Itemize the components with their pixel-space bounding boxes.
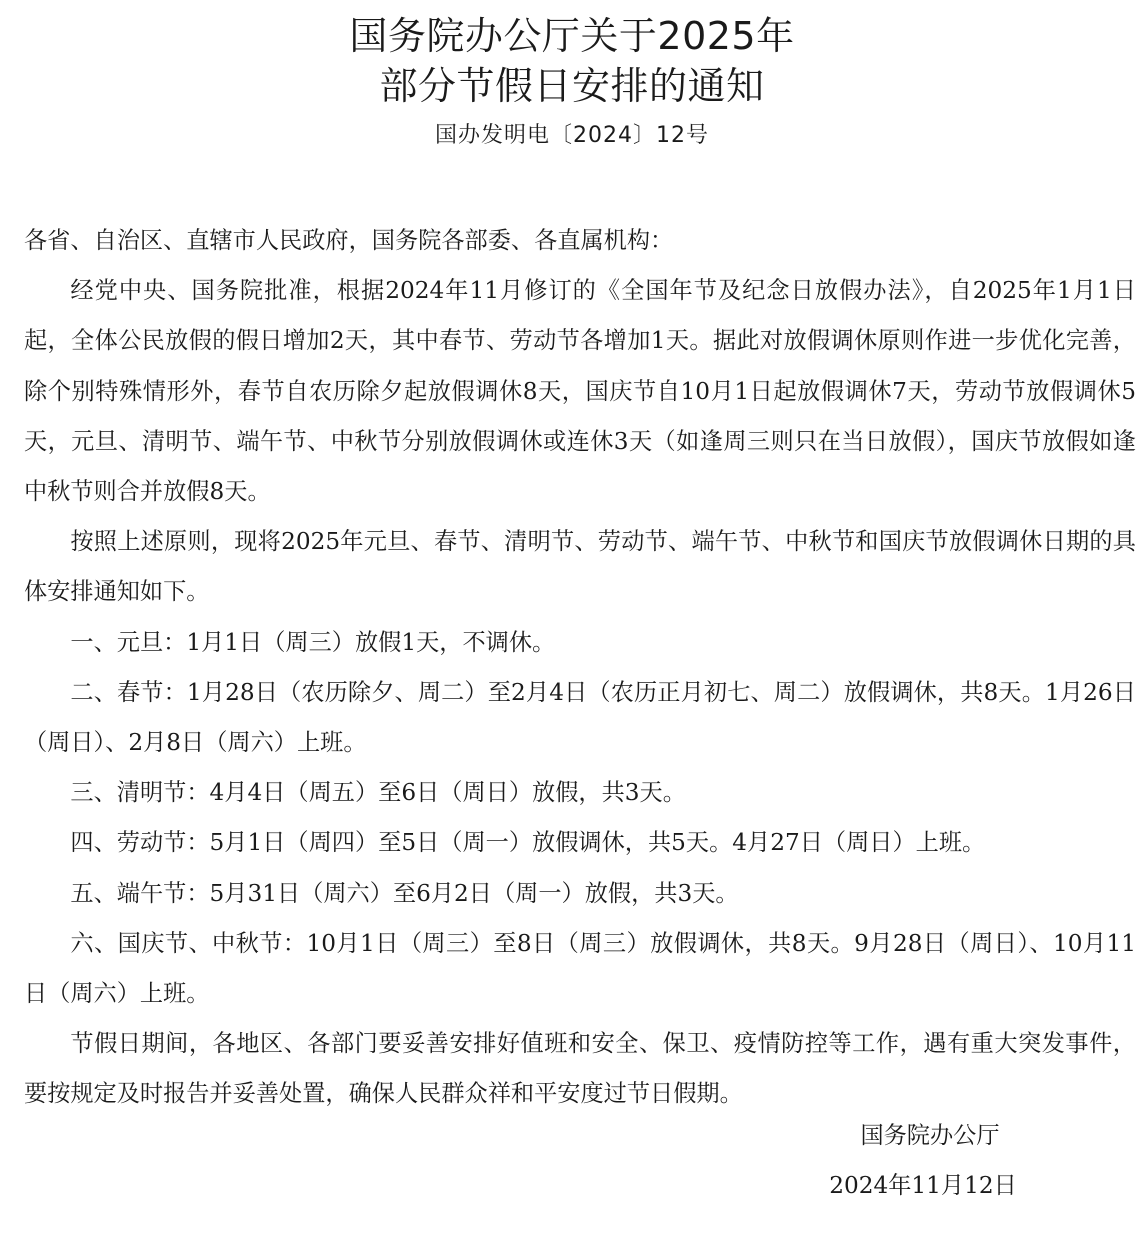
document-body (24, 216, 1136, 1120)
document-number: 国办发明电〔2024〕12号 (435, 123, 709, 148)
document-title-line-1: 国务院办公厅关于2025年 (349, 14, 795, 58)
signature-organization: 国务院办公厅 (860, 1122, 1000, 1149)
holiday-item-qingming: 三、清明节：4月4日（周五）至6日（周日）放假，共3天。 (70, 779, 686, 807)
holiday-item-national-mid-autumn: 六、国庆节、中秋节：10月1日（周三）至8日（周三）放假调休，共8天。9月28日（周日）、10月11日（周六）上班。 (24, 929, 1136, 1008)
signature-date: 2024年11月12日 (829, 1172, 1017, 1199)
holiday-item-labor-day: 四、劳动节：5月1日（周四）至5日（周一）放假调休，共5天。4月27日（周日）上班。 (70, 829, 986, 857)
paragraph-principles: 经党中央、国务院批准，根据2024年11月修订的《全国年节及纪念日放假办法》，自2025年1月1日起，全体公民放假的假日增加2天，其中春节、劳动节各增加1天。据此对放假调休原则作进一步优化完善，除个别特殊情形外，春节自农历除夕起放假调休8天，国庆节自10月1日起放假调休7天，劳动节放假调休5天，元旦、清明节、端午节、中秋节分别放假调休或连休3天（如逢周三则只在当日放假），国庆节放假如逢中秋节则合并放假8天。 (24, 277, 1136, 506)
salutation: 各省、自治区、直辖市人民政府，国务院各部委、各直属机构： (24, 227, 674, 254)
holiday-item-spring-festival: 二、春节：1月28日（农历除夕、周二）至2月4日（农历正月初七、周二）放假调休，共8天。1月26日（周日）、2月8日（周六）上班。 (24, 678, 1136, 757)
paragraph-intro: 按照上述原则，现将2025年元旦、春节、清明节、劳动节、端午节、中秋节和国庆节放假调休日期的具体安排通知如下。 (24, 528, 1136, 606)
holiday-item-dragon-boat: 五、端午节：5月31日（周六）至6月2日（周一）放假，共3天。 (70, 879, 739, 907)
holiday-item-new-year: 一、元旦：1月1日（周三）放假1天，不调休。 (70, 628, 556, 656)
paragraph-closing: 节假日期间，各地区、各部门要妥善安排好值班和安全、保卫、疫情防控等工作，遇有重大突发事件，要按规定及时报告并妥善处置，确保人民群众祥和平安度过节日假期。 (24, 1030, 1136, 1108)
document-title-line-2: 部分节假日安排的通知 (379, 64, 765, 108)
